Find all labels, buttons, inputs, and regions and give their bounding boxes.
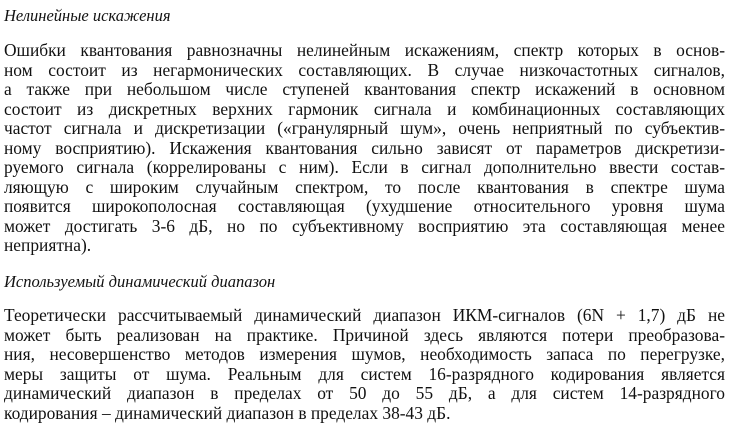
- text-line: ном состоит из негармонических составляющих. В случае низкочастотных сигналов,: [4, 59, 725, 80]
- text-line: Теоретически рассчитываемый динамический диапазон ИКМ-сигналов (6N + 1,7) дБ не: [4, 305, 725, 326]
- text-line: появится широкополосная составляющая (ухудшение относительного уровня шума: [4, 196, 725, 217]
- text-line: ния, несовершенство методов измерения шумов, необходимость запаса по перегрузке,: [4, 344, 725, 365]
- text-line: динамический диапазон в пределах от 50 до 55 дБ, а для систем 14-разрядного: [4, 383, 725, 404]
- text-line: руемого сигнала (коррелированы с ним). Если в сигнал дополнительно ввести состав-: [4, 157, 725, 178]
- text-line: ляющую с широким случайным спектром, то после квантования в спектре шума: [4, 176, 725, 197]
- paragraph-nonlinear-distortion: [4, 41, 725, 256]
- text-line: частот сигнала и дискретизации («гранулярный шум», очень неприятный по субъектив-: [4, 118, 725, 139]
- text-line: неприятна).: [4, 235, 92, 256]
- document-page: [4, 6, 725, 423]
- text-line: состоит из дискретных верхних гармоник сигнала и комбинационных составляющих: [4, 98, 725, 119]
- paragraph-dynamic-range: [4, 306, 725, 423]
- text-line: кодирования – динамический диапазон в пределах 38-43 дБ.: [4, 402, 451, 423]
- section-heading-dynamic-range: Используемый динамический диапазон: [4, 272, 276, 292]
- text-line: может быть реализован на практике. Причиной здесь являются потери преобразова-: [4, 324, 725, 345]
- text-line: может достигать 3-6 дБ, но по субъективному восприятию эта составляющая менее: [4, 215, 725, 236]
- text-line: Ошибки квантования равнозначны нелинейным искажениям, спектр которых в основ-: [4, 40, 725, 60]
- text-line: а также при небольшом числе ступеней квантования спектр искажений в основном: [4, 79, 725, 100]
- text-line: ному восприятию). Искажения квантования сильно зависят от параметров дискретизи-: [4, 137, 725, 158]
- text-line: меры защиты от шума. Реальным для систем 16-разрядного кодирования является: [4, 363, 725, 384]
- section-heading-nonlinear-distortion: Нелинейные искажения: [4, 6, 171, 25]
